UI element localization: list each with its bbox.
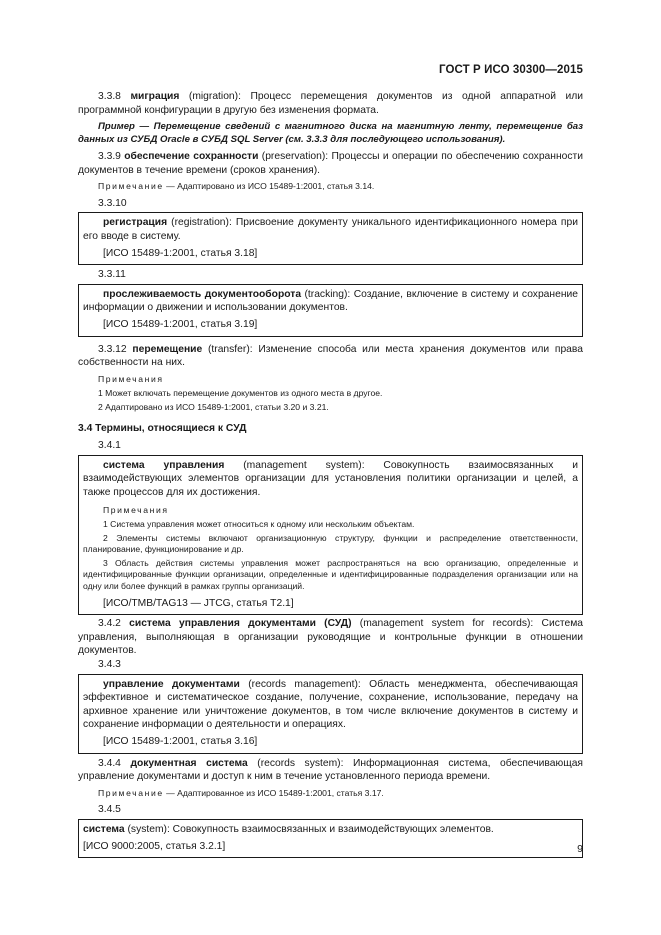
note-item: 3 Область действия системы управления может распространяться на всю организацию, определенные и идентифицированные функции организации, определенные и идентифицированные подразделения организации или на одну или более функций в рамках группы организаций. xyxy=(83,557,578,592)
clause-number-3-4-3: 3.4.3 xyxy=(98,659,121,670)
term-3-3-10 xyxy=(83,216,578,243)
term-box-3-4-1 xyxy=(78,455,583,616)
term-name: прослеживаемость документооборота xyxy=(103,288,302,300)
note-label: Примечание xyxy=(98,181,164,192)
term-3-3-9 xyxy=(78,150,583,177)
term-3-4-2 xyxy=(78,617,583,658)
term-3-4-1 xyxy=(83,459,578,500)
term-definition: (preservation): Процессы и операции по обеспечению сохранности документов в течение времени (сроков хранения). xyxy=(78,151,583,176)
term-source: [ИСО 15489-1:2001, статья 3.18] xyxy=(103,247,258,259)
clause-number-3-3-10: 3.3.10 xyxy=(98,197,127,209)
clause-number: 3.3.9 xyxy=(98,151,125,162)
term-3-3-11 xyxy=(83,288,578,315)
term-name: система управления xyxy=(103,459,225,471)
term-name: миграция xyxy=(130,91,180,102)
note-item: 1 Система управления может относиться к одному или нескольким объектам. xyxy=(103,519,415,530)
term-source: [ИСО 15489-1:2001, статья 3.16] xyxy=(103,735,258,747)
clause-number-3-4-1: 3.4.1 xyxy=(98,440,121,452)
term-source: [ИСО 15489-1:2001, статья 3.19] xyxy=(103,318,258,330)
term-definition: (registration): Присвоение документу уникального идентификационного номера при его вводе в систему. xyxy=(83,217,578,242)
term-name: система управления документами (СУД) xyxy=(129,618,352,630)
term-name: перемещение xyxy=(132,343,203,355)
note-label: Примечание xyxy=(98,787,164,798)
example-3-3-8: Пример — Перемещение сведений с магнитного диска на магнитную ленту, перемещение баз данных из СУБД Oracle в СУБД SQL Server (см. 3.3.3 для последующего использования). xyxy=(78,121,583,145)
term-name: управление документами xyxy=(103,678,240,690)
term-definition: (management system): Совокупность взаимосвязанных и взаимодействующих элементов организации для установления политики организации и целей, а также процессов для их достижения. xyxy=(83,459,578,498)
clause-number: 3.4.2 xyxy=(98,618,130,630)
clause-number: 3.3.8 xyxy=(98,91,131,102)
term-3-3-8 xyxy=(78,90,583,117)
note-3-3-9 xyxy=(78,181,583,193)
term-name: система xyxy=(83,823,125,835)
term-name: обеспечение сохранности xyxy=(124,151,259,162)
clause-number-3-4-5: 3.4.5 xyxy=(98,804,121,816)
standard-header: ГОСТ Р ИСО 30300—2015 xyxy=(438,64,583,76)
term-3-4-5 xyxy=(83,823,578,837)
term-name: документная система xyxy=(130,757,248,769)
document-body xyxy=(78,90,583,858)
term-3-3-12 xyxy=(78,343,583,370)
term-definition: (transfer): Изменение способа или места хранения документов или права собственности на них. xyxy=(78,343,583,369)
term-name: регистрация xyxy=(103,217,168,229)
notes-label: Примечания xyxy=(98,373,164,384)
term-3-4-4 xyxy=(78,757,583,784)
note-item: 1 Может включать перемещение документов из одного места в другое. xyxy=(98,388,383,399)
term-source: [ИСО/TMB/TAG13 — JTCG, статья T2.1] xyxy=(103,597,294,609)
term-box-3-3-10 xyxy=(78,212,583,265)
term-definition: (system): Совокупность взаимосвязанных и взаимодействующих элементов. xyxy=(124,823,494,835)
term-definition: (records system): Информационная система, обеспечивающая управление документами и доступ к ним в течение установленного периода времени. xyxy=(78,757,584,783)
section-heading-3-4: 3.4 Термины, относящиеся к СУД xyxy=(78,422,247,434)
note-item: 2 Элементы системы включают организационную структуру, функции и распределение ответственности, планирование, функционирование и др. xyxy=(83,532,578,555)
note-text: — Адаптированное из ИСО 15489-1:2001, статья 3.17. xyxy=(163,787,384,798)
clause-number: 3.3.12 xyxy=(98,343,133,355)
term-definition: (tracking): Создание, включение в систему и сохранение информации о движении и использовании документов. xyxy=(83,288,578,314)
term-3-4-3 xyxy=(83,678,578,732)
page-number: 9 xyxy=(577,843,583,855)
note-item: 2 Адаптировано из ИСО 15489-1:2001, статьи 3.20 и 3.21. xyxy=(98,401,329,412)
clause-number-3-3-11: 3.3.11 xyxy=(98,269,126,281)
clause-number: 3.4.4 xyxy=(98,757,131,769)
note-3-4-4 xyxy=(78,788,583,800)
term-definition: (management system for records): Система управления, выполняющая в организации руководящие и контрольные функции в отношении документов. xyxy=(78,618,584,657)
term-box-3-4-3 xyxy=(78,674,583,754)
term-definition: (records management): Область менеджмента, обеспечивающая эффективное и систематическое создание, получение, сохранение, использование, передачу на архивное хранение или уничтожение документов, в том числе включение документов в систему и сохранение информации о деятельности и операциях. xyxy=(83,678,578,731)
term-box-3-4-5 xyxy=(78,819,583,858)
term-box-3-3-11 xyxy=(78,284,583,337)
term-source: [ИСО 9000:2005, статья 3.2.1] xyxy=(83,840,226,852)
term-definition: (migration): Процесс перемещения документов из одной аппаратной или программной конфигурации в другую без изменения формата. xyxy=(78,91,583,116)
notes-label: Примечания xyxy=(103,505,169,516)
note-text: — Адаптировано из ИСО 15489-1:2001, статья 3.14. xyxy=(163,181,375,192)
